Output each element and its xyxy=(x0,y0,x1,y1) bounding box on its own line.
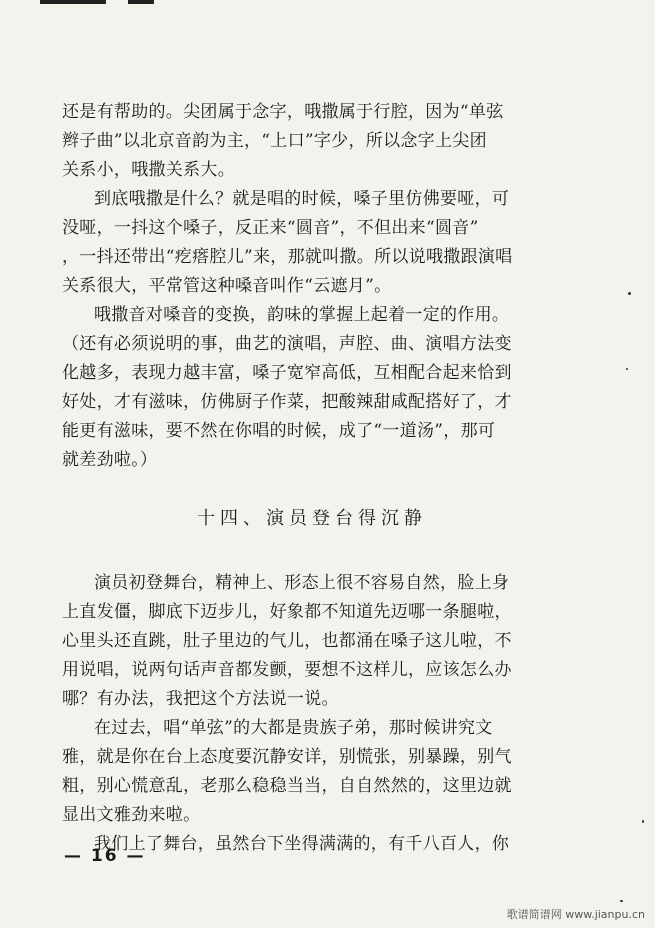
text-line: 好处，才有滋味，仿佛厨子作菜，把酸辣甜咸配搭好了，才 xyxy=(62,392,512,412)
text-line: 哪？有办法，我把这个方法说一说。 xyxy=(62,689,339,709)
text-line: 哦撒音对嗓音的变换，韵味的掌握上起着一定的作用。 xyxy=(94,305,510,325)
page-body xyxy=(62,98,562,859)
scan-speck xyxy=(642,820,644,823)
section-title: 十四、演员登台得沉静 xyxy=(197,508,427,529)
paragraph-block-before xyxy=(62,98,562,475)
scan-speck xyxy=(620,900,623,902)
paragraph-block-after xyxy=(62,569,562,859)
text-line: 用说唱，说两句话声音都发颤，要想不这样儿，应该怎么办 xyxy=(62,660,512,680)
text-line: 粗，别心慌意乱，老那么稳稳当当，自自然然的，这里边就 xyxy=(62,776,512,796)
text-line: 没哑，一抖这个嗓子，反正来“圆音”，不但出来“圆音” xyxy=(62,218,479,238)
text-line: 我们上了舞台，虽然台下坐得满满的，有千八百人，你 xyxy=(94,834,510,854)
text-line: 关系小，哦撒关系大。 xyxy=(62,160,235,180)
text-line: 在过去，唱“单弦”的大都是贵族子弟，那时候讲究文 xyxy=(94,718,493,738)
text-line: （还有必须说明的事，曲艺的演唱，声腔、曲、演唱方法变 xyxy=(62,334,512,354)
text-line: 显出文雅劲来啦。 xyxy=(62,805,201,825)
scan-speck xyxy=(626,368,628,370)
text-line: 上直发僵，脚底下迈步儿，好象都不知道先迈哪一条腿啦， xyxy=(62,602,512,622)
text-line: 演员初登舞台，精神上、形态上很不容易自然，脸上身 xyxy=(94,573,510,593)
scan-speck xyxy=(628,292,631,295)
text-line: 辫子曲”以北京音韵为主，“上口”字少，所以念字上尖团 xyxy=(62,131,487,151)
text-line: 就差劲啦。） xyxy=(62,450,158,470)
text-line: 关系很大，平常管这种嗓音叫作“云遮月”。 xyxy=(62,276,392,296)
scan-mark xyxy=(128,0,154,4)
page-number: — 16 — xyxy=(64,846,146,866)
text-line: 雅，就是你在台上态度要沉静安详，别慌张，别暴躁，别气 xyxy=(62,747,512,767)
text-line: 还是有帮助的。尖团属于念字，哦撒属于行腔，因为“单弦 xyxy=(62,102,504,122)
text-line: 心里头还直跳，肚子里边的气儿，也都涌在嗓子这儿啦，不 xyxy=(62,631,512,651)
text-line: 能更有滋味，要不然在你唱的时候，成了“一道汤”，那可 xyxy=(62,421,496,441)
text-line: 化越多，表现力越丰富，嗓子宽窄高低，互相配合起来恰到 xyxy=(62,363,512,383)
site-watermark: 歌谱简谱网 www.jianpu.cn xyxy=(506,908,645,921)
text-line: ，一抖还带出“疙瘩腔儿”来，那就叫撒。所以说哦撒跟演唱 xyxy=(62,247,513,267)
text-line: 到底哦撒是什么？就是唱的时候，嗓子里仿佛要哑，可 xyxy=(94,189,510,209)
scan-mark xyxy=(40,0,106,4)
scan-edge-marks xyxy=(0,0,655,10)
